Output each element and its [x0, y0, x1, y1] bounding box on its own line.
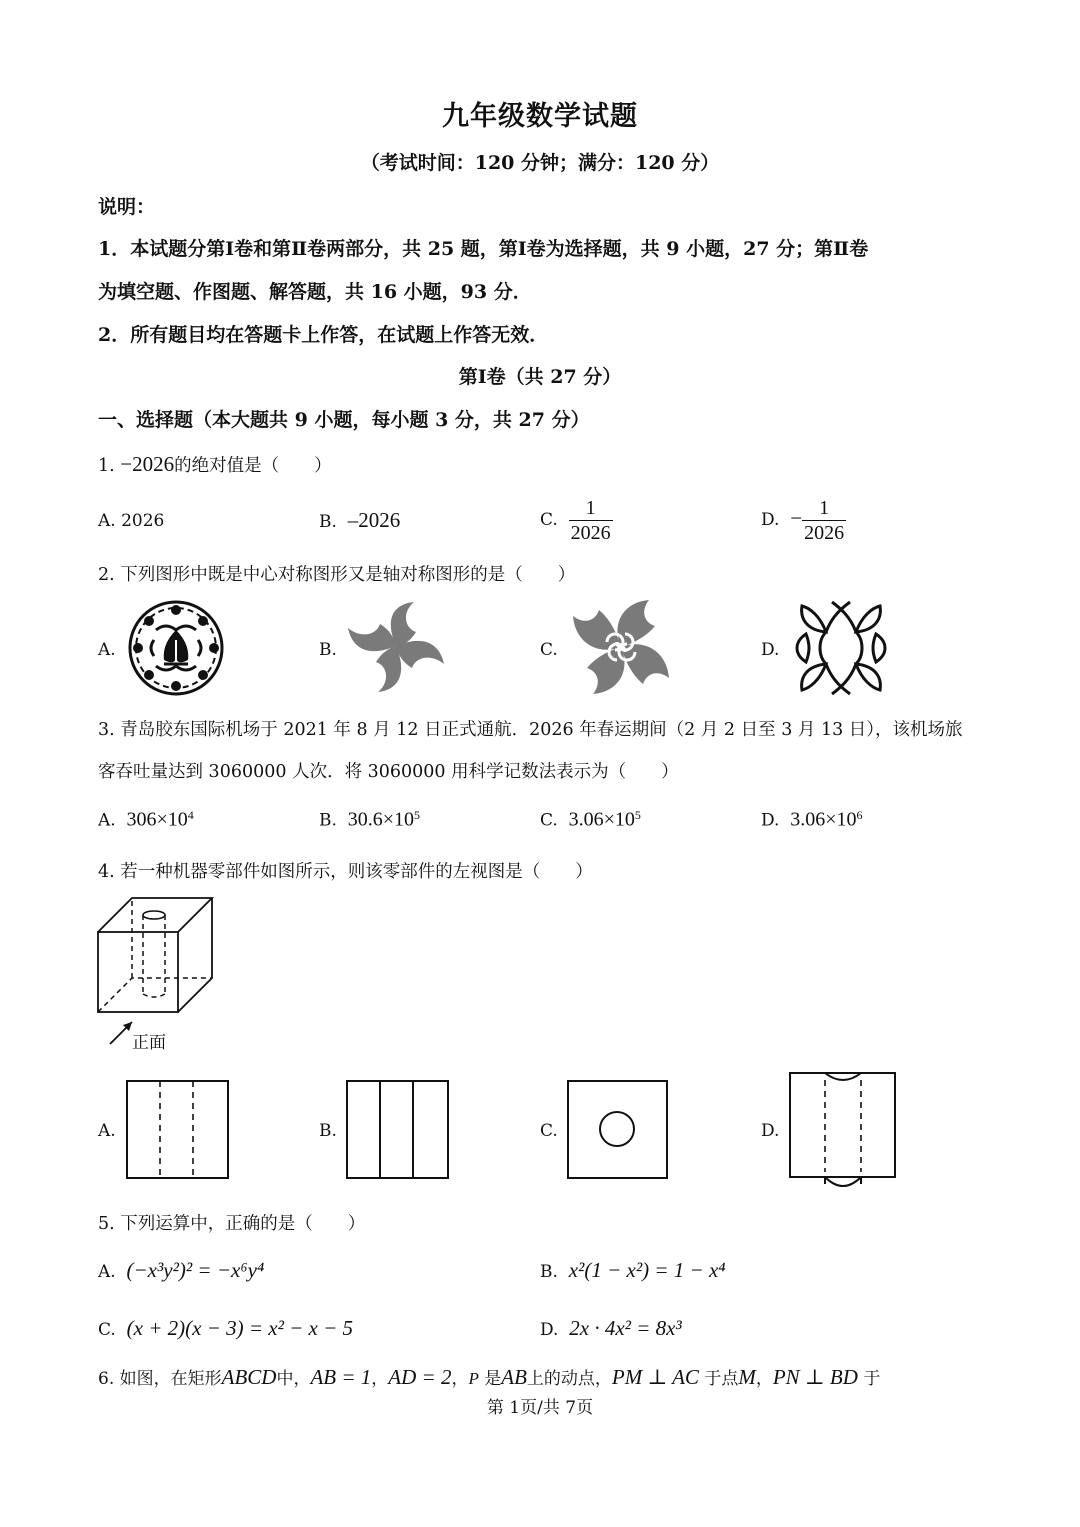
q2-figure-b-pinwheel-icon — [344, 598, 448, 696]
instruction-1-cont: 为填空题、作图题、解答题，共 16 小题，93 分． — [98, 281, 532, 303]
q5-a-expression: (−x³y²)² = −x⁶y⁴ — [126, 1258, 265, 1282]
q1-option-d[interactable]: D. − $\frac{1}{2026}$ — [761, 497, 845, 544]
q1-number: 1. — [98, 456, 115, 476]
question-2: 2. 下列图形中既是中心对称图形又是轴对称图形的是（ ） — [98, 565, 576, 585]
q2-figure-d-leaves-icon — [786, 596, 896, 700]
q4-part-3d-figure — [96, 896, 216, 1046]
q4-front-label: 正面 — [132, 1033, 166, 1053]
q3-option-b[interactable]: B. $30.6\times 10^5$ — [319, 808, 420, 831]
q4-option-d-label[interactable]: D. — [761, 1121, 780, 1141]
question-3: 3. 青岛胶东国际机场于 2021 年 8 月 12 日正式通航．2026 年春运期间（2 月 2 日至 3 月 13 日），该机场旅 — [98, 720, 963, 740]
q5-option-b[interactable]: B. x²(1 − x²) = 1 − x⁴ — [540, 1258, 726, 1282]
q4-view-b — [346, 1080, 450, 1180]
section-title: 一、选择题（本大题共 9 小题，每小题 3 分，共 27 分） — [98, 409, 590, 431]
q5-c-expression: (x + 2)(x − 3) = x² − x − 5 — [126, 1316, 354, 1340]
q2-figure-a-floral-icon — [126, 600, 226, 696]
q1-expression: −2026 — [120, 452, 175, 476]
q3-option-c[interactable]: C. $3.06\times 10^5$ — [540, 808, 641, 831]
instructions-heading: 说明： — [98, 196, 156, 218]
q4-view-a — [126, 1080, 230, 1180]
q4-option-b-label[interactable]: B. — [319, 1121, 337, 1141]
q5-d-expression: 2x · 4x² = 8x³ — [569, 1316, 682, 1340]
q4-option-a-label[interactable]: A. — [98, 1121, 116, 1141]
question-1 — [98, 452, 332, 477]
q2-option-c-label[interactable]: C. — [540, 640, 558, 660]
page-footer: 第 1页/共 7页 — [486, 1398, 594, 1418]
q4-view-c — [567, 1080, 669, 1180]
q1-d-fraction: $\frac{1}{2026}$ — [804, 497, 845, 544]
q3-option-a[interactable]: A. $306\times 10^4$ — [98, 808, 194, 831]
q1-option-a[interactable]: A. 2026 — [98, 511, 165, 531]
question-4: 4. 若一种机器零部件如图所示，则该零部件的左视图是（ ） — [98, 862, 593, 882]
q5-option-d[interactable]: D. 2x · 4x² = 8x³ — [540, 1316, 682, 1340]
q1-text: 的绝对值是（ ） — [174, 456, 332, 476]
exam-info: （考试时间：120 分钟；满分：120 分） — [360, 152, 720, 174]
q5-option-c[interactable]: C. (x + 2)(x − 3) = x² − x − 5 — [98, 1316, 354, 1340]
q5-b-expression: x²(1 − x²) = 1 − x⁴ — [568, 1258, 726, 1282]
question-3-cont: 客吞吐量达到 3060000 人次．将 3060000 用科学记数法表示为（ ） — [98, 762, 679, 782]
instruction-1: 1．本试题分第Ⅰ卷和第Ⅱ卷两部分，共 25 题，第Ⅰ卷为选择题，共 9 小题，27 分；第Ⅱ卷 — [98, 238, 869, 260]
q2-option-b-label[interactable]: B. — [319, 640, 337, 660]
page-title: 九年级数学试题 — [442, 101, 638, 132]
q3-option-d[interactable]: D. $3.06\times 10^6$ — [761, 808, 863, 831]
q2-figure-c-spiral-icon — [565, 594, 677, 700]
q2-option-a-label[interactable]: A. — [98, 640, 116, 660]
q1-c-fraction: $\frac{1}{2026}$ — [570, 497, 611, 544]
q4-view-d — [789, 1072, 897, 1188]
instruction-2: 2．所有题目均在答题卡上作答，在试题上作答无效． — [98, 324, 549, 346]
q1-option-c[interactable]: C. $\frac{1}{2026}$ — [540, 497, 611, 544]
question-5: 5. 下列运算中，正确的是（ ） — [98, 1214, 366, 1234]
question-6: 6. 如图，在矩形ABCD中，AB = 1，AD = 2，P 是AB上的动点，PM ⊥ AC 于点M，PN ⊥ BD 于 — [98, 1365, 881, 1389]
q2-option-d-label[interactable]: D. — [761, 640, 780, 660]
q1-option-b[interactable]: B. –2026 — [319, 508, 401, 532]
part1-title: 第Ⅰ卷（共 27 分） — [458, 366, 622, 388]
q5-option-a[interactable]: A. (−x³y²)² = −x⁶y⁴ — [98, 1258, 265, 1282]
q4-option-c-label[interactable]: C. — [540, 1121, 558, 1141]
